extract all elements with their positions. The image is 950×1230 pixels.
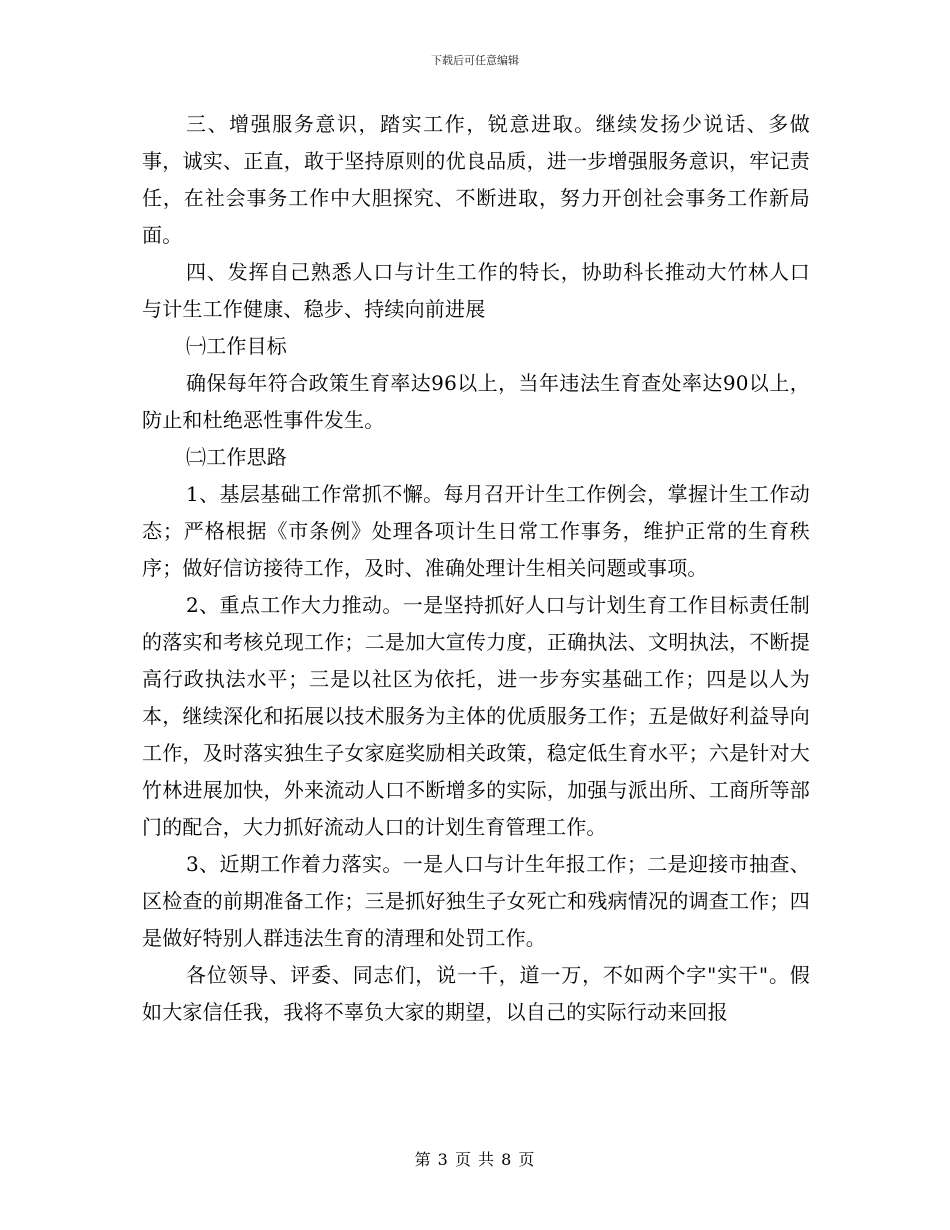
paragraph-closing: 各位领导、评委、同志们，说一千，道一万，不如两个字"实干"。假如大家信任我，我将不辜负大家的期望，以自己的实际行动来回报 bbox=[142, 963, 810, 1024]
page-header: 下载后可任意编辑 bbox=[431, 54, 519, 67]
paragraph-family-planning-role: 四、发挥自己熟悉人口与计生工作的特长，协助科长推动大竹林人口与计生工作健康、稳步、持续向前进展 bbox=[142, 260, 810, 321]
paragraph-basic-work: 1、基层基础工作常抓不懈。每月召开计生工作例会，掌握计生工作动态；严格根据《市条例》处理各项计生日常工作事务，维护正常的生育秩序；做好信访接待工作，及时、准确处理计生相关问题或事项。 bbox=[142, 482, 810, 580]
paragraph-near-term-work: 3、近期工作着力落实。一是人口与计生年报工作；二是迎接市抽查、区检查的前期准备工作；三是抓好独生子女死亡和残病情况的调查工作；四是做好特别人群违法生育的清理和处罚工作。 bbox=[142, 852, 810, 950]
section-heading-work-ideas: ㈡工作思路 bbox=[186, 445, 287, 469]
section-heading-work-goals: ㈠工作目标 bbox=[186, 334, 287, 358]
paragraph-service-awareness: 三、增强服务意识，踏实工作，锐意进取。继续发扬少说话、多做事，诚实、正直，敢于坚持原则的优良品质，进一步增强服务意识，牢记责任，在社会事务工作中大胆探究、不断进取，努力开创社会事务工作新局面。 bbox=[142, 112, 810, 247]
paragraph-key-work: 2、重点工作大力推动。一是坚持抓好人口与计划生育工作目标责任制的落实和考核兑现工作；二是加大宣传力度，正确执法、文明执法，不断提高行政执法水平；三是以社区为依托，进一步夯实基础工作；四是以人为本，继续深化和拓展以技术服务为主体的优质服务工作；五是做好利益导向工作，及时落实独生子女家庭奖励相关政策，稳定低生育水平；六是针对大竹林进展加快，外来流动人口不断增多的实际，加强与派出所、工商所等部门的配合，大力抓好流动人口的计划生育管理工作。 bbox=[142, 593, 810, 839]
paragraph-work-goals: 确保每年符合政策生育率达96以上，当年违法生育查处率达90以上，防止和杜绝恶性事件发生。 bbox=[142, 371, 810, 432]
document-body bbox=[142, 106, 810, 1031]
page-footer: 第 3 页 共 8 页 bbox=[414, 1150, 536, 1169]
